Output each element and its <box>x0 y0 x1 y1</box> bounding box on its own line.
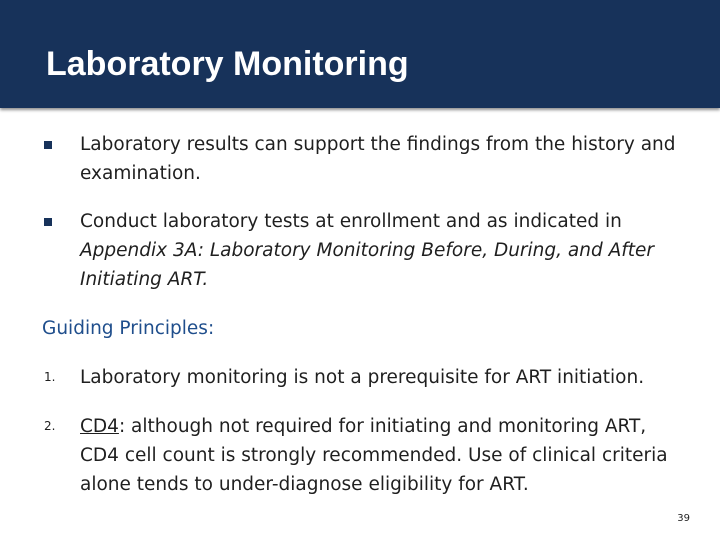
page-number: 39 <box>677 513 690 524</box>
appendix-reference: Appendix 3A: Laboratory Monitoring Before, During, and After Initiating ART. <box>80 240 655 290</box>
title-bar <box>0 0 720 108</box>
square-bullet-icon <box>44 218 52 226</box>
slide-title: Laboratory Monitoring <box>46 45 409 83</box>
cd4-term: CD4 <box>80 416 119 437</box>
principle-text: Laboratory monitoring is not a prerequisite for ART initiation. <box>80 367 645 388</box>
principle-text <box>80 412 690 499</box>
square-bullet-icon <box>44 141 52 149</box>
number-marker: 1. <box>44 370 56 384</box>
principle-text-rest: : although not required for initiating and monitoring ART, CD4 cell count is strongly recommended. Use of clinical criteria alone tends to under-diagnose eligibility for ART. <box>80 416 668 495</box>
guiding-principles-heading: Guiding Principles: <box>42 318 215 339</box>
bullet-text <box>80 207 690 294</box>
bullet-text: Laboratory results can support the findings from the history and examination. <box>80 134 676 184</box>
bullet-text-plain: Conduct laboratory tests at enrollment and as indicated in <box>80 211 622 232</box>
number-marker: 2. <box>44 419 56 433</box>
